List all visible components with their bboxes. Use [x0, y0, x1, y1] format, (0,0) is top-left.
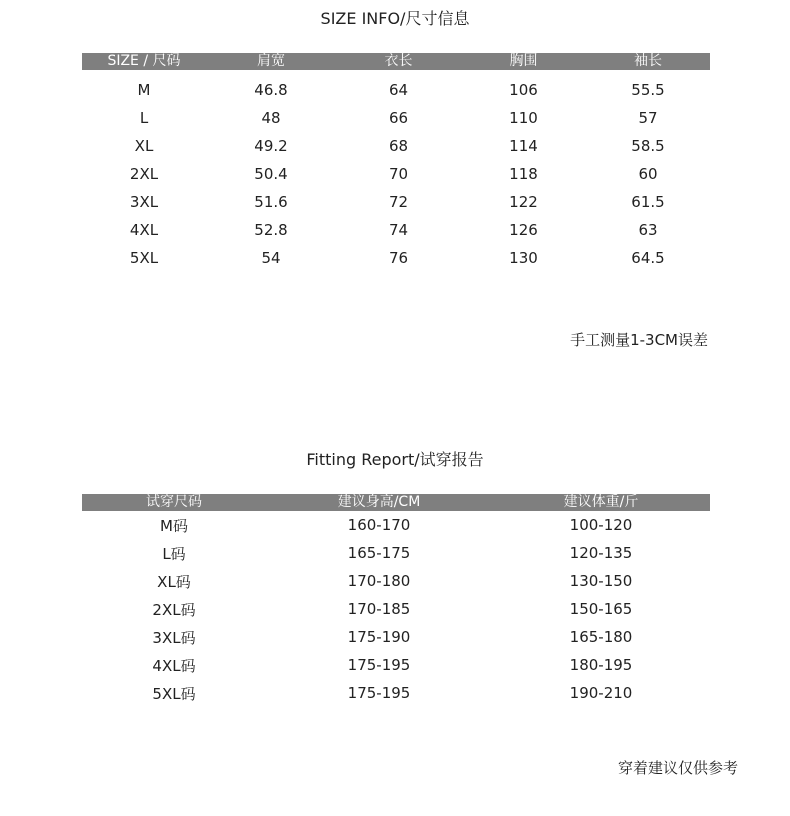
shoulder-cell: 46.8 — [254, 81, 288, 99]
table-row — [82, 188, 710, 216]
sleeve-cell: 61.5 — [631, 193, 665, 211]
fit-size-cell: XL码 — [157, 572, 191, 591]
fit-height-cell: 175-190 — [347, 628, 411, 646]
fit-size-cell: 2XL码 — [152, 600, 196, 619]
size-info-table — [82, 53, 710, 272]
chest-cell: 106 — [509, 81, 538, 99]
size-header-shoulder: 肩宽 — [206, 53, 336, 70]
fit-weight-cell: 130-150 — [569, 572, 633, 590]
fit-height-cell: 165-175 — [347, 544, 411, 562]
table-row — [82, 595, 710, 623]
length-cell: 72 — [388, 193, 409, 211]
length-cell: 64 — [388, 81, 409, 99]
table-row — [82, 244, 710, 272]
fit-height-cell: 175-195 — [347, 656, 411, 674]
chest-cell: 126 — [509, 221, 538, 239]
table-row — [82, 651, 710, 679]
measurement-error-note: 手工测量1-3CM误差 — [570, 331, 708, 349]
size-header-chest: 胸围 — [461, 53, 586, 70]
fit-weight-cell: 100-120 — [569, 516, 633, 534]
size-header-sleeve: 袖长 — [586, 53, 710, 70]
fit-size-cell: L码 — [162, 544, 186, 563]
fit-weight-cell: 120-135 — [569, 544, 633, 562]
fit-weight-cell: 165-180 — [569, 628, 633, 646]
table-row — [82, 539, 710, 567]
fitting-disclaimer-note: 穿着建议仅供参考 — [617, 759, 738, 777]
chest-cell: 110 — [509, 109, 538, 127]
shoulder-cell: 52.8 — [254, 221, 288, 239]
sleeve-cell: 55.5 — [631, 81, 665, 99]
size-cell: 5XL — [129, 249, 159, 267]
chest-cell: 114 — [509, 137, 538, 155]
table-row — [82, 679, 710, 707]
fitting-report-table — [82, 494, 710, 707]
fitting-report-title-cn: 试穿报告 — [419, 450, 484, 469]
size-cell: XL — [134, 137, 154, 155]
fit-height-cell: 170-180 — [347, 572, 411, 590]
size-info-title-cn: 尺寸信息 — [405, 9, 470, 28]
sleeve-cell: 63 — [638, 221, 658, 239]
fit-height-cell: 175-195 — [347, 684, 411, 702]
shoulder-cell: 49.2 — [254, 137, 288, 155]
size-table-header-row — [82, 53, 710, 70]
length-cell: 66 — [388, 109, 409, 127]
fit-weight-cell: 180-195 — [569, 656, 633, 674]
size-header-size: SIZE / 尺码 — [82, 53, 206, 70]
chest-cell: 122 — [509, 193, 538, 211]
sleeve-cell: 58.5 — [631, 137, 665, 155]
table-row — [82, 216, 710, 244]
fit-size-cell: 5XL码 — [152, 684, 196, 703]
length-cell: 74 — [388, 221, 409, 239]
table-row — [82, 70, 710, 104]
table-row — [82, 567, 710, 595]
fit-weight-cell: 190-210 — [569, 684, 633, 702]
fitting-report-title-en: Fitting Report — [306, 450, 415, 469]
size-cell: 4XL — [129, 221, 159, 239]
size-cell: 3XL — [129, 193, 159, 211]
shoulder-cell: 50.4 — [254, 165, 288, 183]
size-header-length: 衣长 — [336, 53, 461, 70]
shoulder-cell: 54 — [261, 249, 281, 267]
size-cell: 2XL — [129, 165, 159, 183]
size-info-title-separator: / — [400, 9, 406, 28]
chest-cell: 118 — [509, 165, 538, 183]
sleeve-cell: 60 — [638, 165, 658, 183]
fit-header-size: 试穿尺码 — [82, 494, 266, 511]
fit-table-header-row — [82, 494, 710, 511]
fit-header-height: 建议身高/CM — [266, 494, 492, 511]
fitting-report-title-separator: / — [414, 450, 420, 469]
sleeve-cell: 57 — [638, 109, 658, 127]
size-info-title — [0, 6, 790, 29]
length-cell: 68 — [388, 137, 409, 155]
chest-cell: 130 — [509, 249, 538, 267]
fit-size-cell: 3XL码 — [152, 628, 196, 647]
fit-size-cell: 4XL码 — [152, 656, 196, 675]
size-cell: L — [139, 109, 149, 127]
fitting-report-title — [0, 447, 790, 470]
table-row — [82, 511, 710, 539]
length-cell: 76 — [388, 249, 409, 267]
table-row — [82, 623, 710, 651]
shoulder-cell: 51.6 — [254, 193, 288, 211]
fit-size-cell: M码 — [160, 516, 188, 535]
fit-height-cell: 170-185 — [347, 600, 411, 618]
fit-weight-cell: 150-165 — [569, 600, 633, 618]
table-row — [82, 104, 710, 132]
table-row — [82, 160, 710, 188]
size-info-title-en: SIZE INFO — [320, 9, 401, 28]
sleeve-cell: 64.5 — [631, 249, 665, 267]
fit-height-cell: 160-170 — [347, 516, 411, 534]
fit-header-weight: 建议体重/斤 — [492, 494, 710, 511]
shoulder-cell: 48 — [261, 109, 281, 127]
length-cell: 70 — [388, 165, 409, 183]
table-row — [82, 132, 710, 160]
size-cell: M — [137, 81, 151, 99]
